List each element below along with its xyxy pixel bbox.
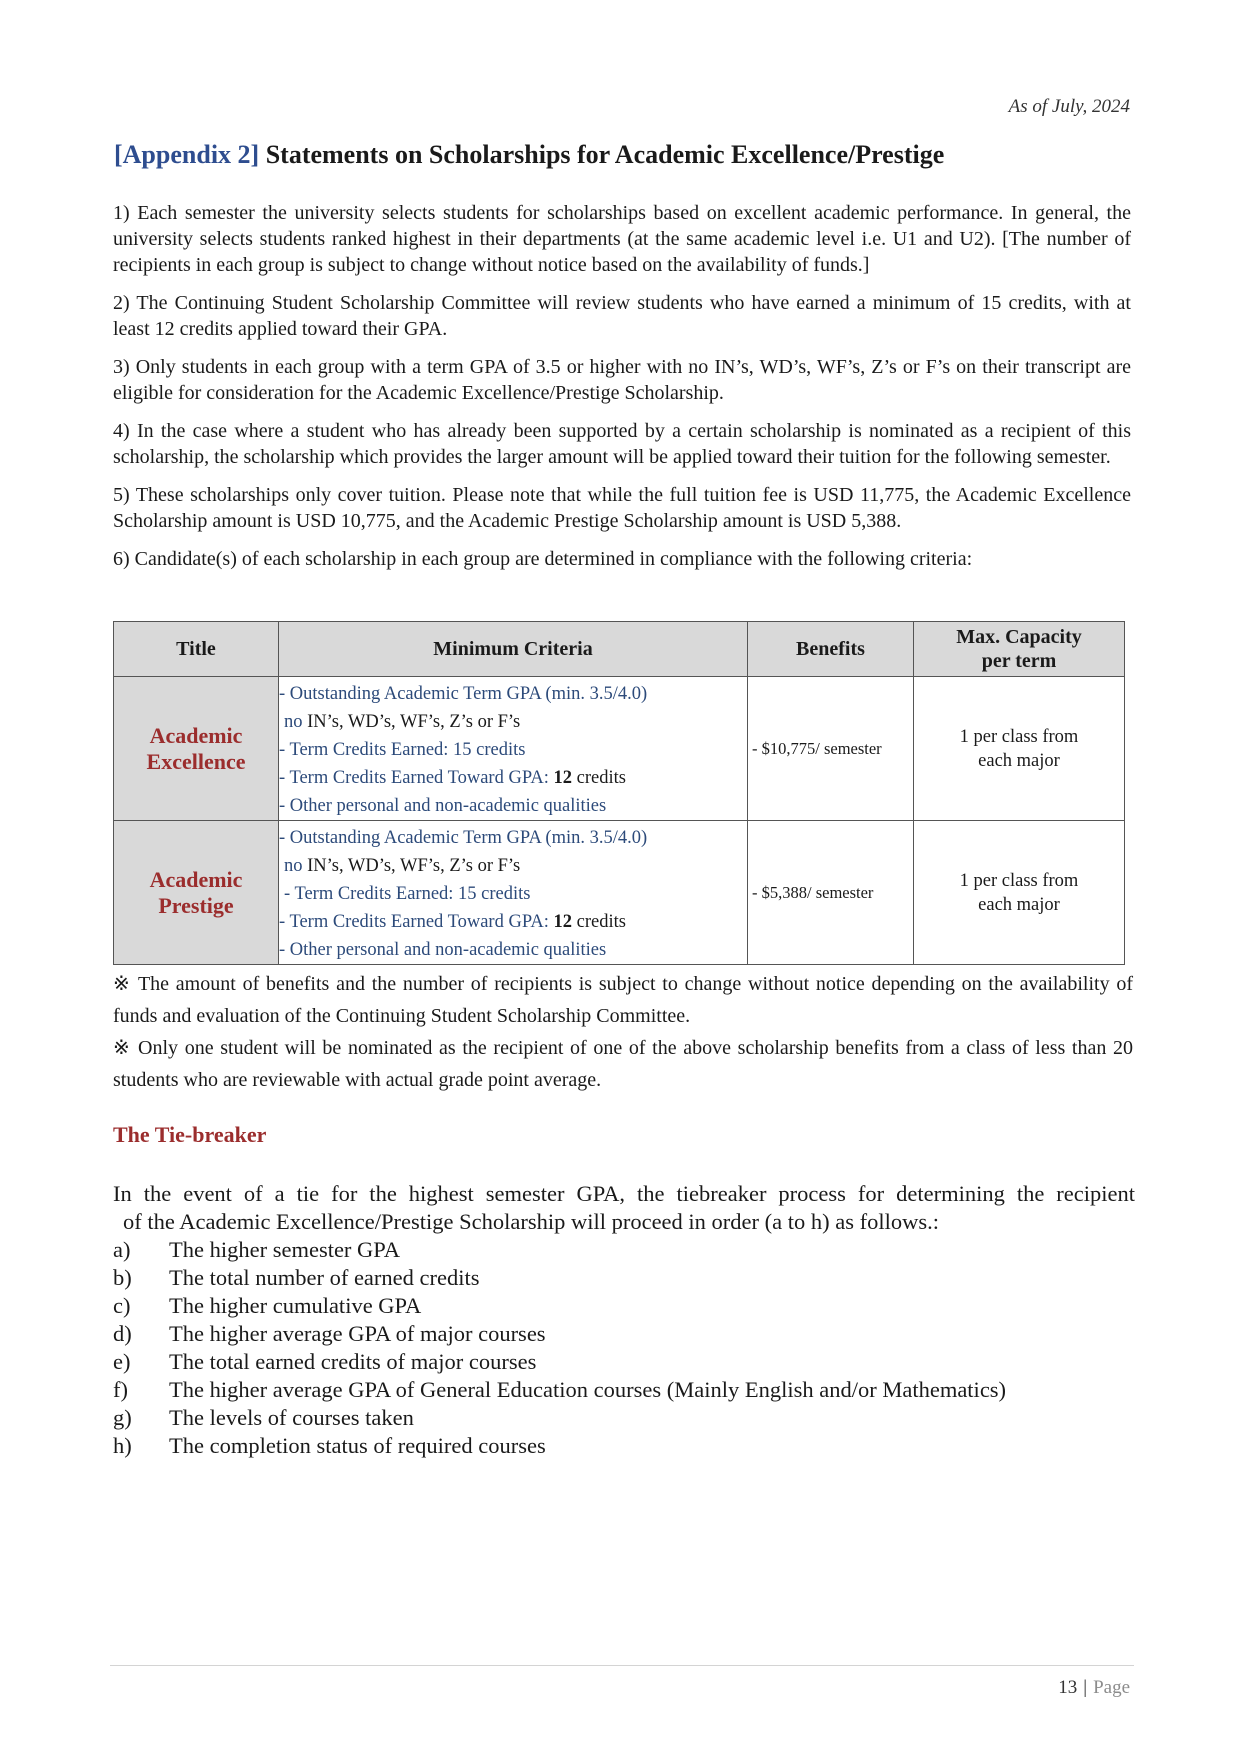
list-item: [113, 1376, 1006, 1404]
footer-divider: [110, 1665, 1134, 1666]
criterion-credits: - Term Credits Earned: 15 credits: [284, 884, 531, 904]
benefit-cell: - $10,775/ semester: [748, 677, 914, 821]
statements-section: [113, 200, 1131, 572]
criterion-grades-list: IN’s, WD’s, WF’s, Z’s or F’s: [302, 712, 521, 732]
tiebreaker-intro-line1: In the event of a tie for the highest semester GPA, the tiebreaker process for determining the recipient: [113, 1181, 1135, 1206]
criterion-gpa-credits-label: - Term Credits Earned Toward GPA:: [279, 768, 554, 788]
page-label: Page: [1093, 1677, 1130, 1698]
tiebreaker-intro-line2: of the Academic Excellence/Prestige Scholarship will proceed in order (a to h) as follows.:: [123, 1209, 939, 1234]
capacity-cell: [914, 821, 1125, 965]
list-item-text: The total number of earned credits: [169, 1265, 480, 1290]
list-item: [113, 1404, 1006, 1432]
header-capacity-line2: per term: [981, 650, 1057, 672]
list-item: [113, 1264, 1006, 1292]
list-item: [113, 1432, 1006, 1460]
header-title: Title: [114, 622, 279, 677]
scholarship-title-line1: Academic: [149, 722, 243, 748]
list-item-letter: f): [113, 1377, 128, 1402]
page-number: 13: [1058, 1677, 1078, 1698]
capacity-line2: each major: [978, 894, 1060, 915]
criterion-credits: - Term Credits Earned: 15 credits: [279, 740, 526, 760]
document-date: As of July, 2024: [1008, 96, 1130, 117]
tiebreaker-list: [113, 1236, 1006, 1460]
list-item-text: The higher cumulative GPA: [169, 1293, 422, 1318]
list-item-text: The total earned credits of major courses: [169, 1349, 537, 1374]
table-header-row: [114, 622, 1125, 677]
criterion-qualities: - Other personal and non-academic qualities: [279, 796, 607, 816]
criterion-grades: [279, 708, 747, 736]
list-item-text: The levels of courses taken: [169, 1405, 414, 1430]
criterion-gpa-credits-number: 12: [553, 768, 573, 788]
list-item: [113, 1348, 1006, 1376]
list-item-text: The higher semester GPA: [169, 1237, 400, 1262]
tiebreaker-heading: The Tie-breaker: [113, 1122, 267, 1147]
criterion-grades-list: IN’s, WD’s, WF’s, Z’s or F’s: [302, 856, 521, 876]
list-item-letter: b): [113, 1265, 132, 1290]
criterion-grades-no: no: [284, 712, 303, 732]
note-benefits-change: ※ The amount of benefits and the number of recipients is subject to change without notice depending on the availability of funds and evaluation of the Continuing Student Scholarship Committee.: [113, 973, 1133, 1027]
capacity-line2: each major: [978, 750, 1060, 771]
criterion-gpa-credits: [279, 908, 747, 936]
scholarship-title: [114, 821, 279, 965]
capacity-line1: 1 per class from: [959, 726, 1079, 747]
header-criteria: Minimum Criteria: [279, 622, 748, 677]
notes-section: [113, 968, 1133, 1096]
footer-separator: |: [1083, 1677, 1088, 1698]
statement-3: 3) Only students in each group with a term GPA of 3.5 or higher with no IN’s, WD’s, WF’s, Z’s or F’s on their transcript are eligible for consideration for the Academic Excellence/Prestige Scholarship.: [113, 356, 1131, 404]
tiebreaker-intro: [113, 1180, 1135, 1236]
table-row: [114, 821, 1125, 965]
criteria-cell: [279, 821, 748, 965]
list-item-text: The higher average GPA of major courses: [169, 1321, 546, 1346]
scholarship-title: [114, 677, 279, 821]
scholarship-title-line2: Prestige: [158, 892, 234, 918]
criterion-gpa-credits-unit: credits: [572, 768, 626, 788]
appendix-tag: [Appendix 2]: [114, 140, 260, 169]
list-item-text: The completion status of required courses: [169, 1433, 546, 1458]
benefit-cell: - $5,388/ semester: [748, 821, 914, 965]
criterion-gpa-credits: [279, 764, 747, 792]
criterion-grades-no: no: [284, 856, 303, 876]
page-footer: [1058, 1677, 1130, 1699]
statement-5: 5) These scholarships only cover tuition. Please note that while the full tuition fee is USD 11,775, the Academic Excellence Scholarship amount is USD 10,775, and the Academic Prestige Scholarship amount is USD 5,388.: [113, 484, 1131, 532]
criterion-gpa: - Outstanding Academic Term GPA (min. 3.5/4.0): [279, 828, 648, 848]
criterion-gpa: - Outstanding Academic Term GPA (min. 3.5/4.0): [279, 684, 648, 704]
criteria-table: [113, 621, 1125, 965]
list-item-letter: a): [113, 1237, 131, 1262]
list-item-letter: d): [113, 1321, 132, 1346]
list-item: [113, 1292, 1006, 1320]
table-row: [114, 677, 1125, 821]
statement-1: 1) Each semester the university selects students for scholarships based on excellent academic performance. In general, the university selects students ranked highest in their departments (at the same academic level i.e. U1 and U2). [The number of recipients in each group is subject to change without notice based on the availability of funds.]: [113, 202, 1131, 276]
list-item-letter: h): [113, 1433, 132, 1458]
list-item-letter: c): [113, 1293, 131, 1318]
criteria-cell: [279, 677, 748, 821]
statement-6: 6) Candidate(s) of each scholarship in each group are determined in compliance with the following criteria:: [113, 548, 973, 570]
criterion-grades: [279, 852, 747, 880]
appendix-title: Statements on Scholarships for Academic Excellence/Prestige: [265, 140, 945, 169]
list-item-letter: e): [113, 1349, 131, 1374]
criterion-gpa-credits-unit: credits: [572, 912, 626, 932]
page-title: [114, 140, 1134, 170]
header-benefits: Benefits: [748, 622, 914, 677]
header-capacity-line1: Max. Capacity: [956, 626, 1082, 648]
statement-2: 2) The Continuing Student Scholarship Committee will review students who have earned a minimum of 15 credits, with at least 12 credits applied toward their GPA.: [113, 292, 1131, 340]
list-item-letter: g): [113, 1405, 132, 1430]
note-small-class: ※ Only one student will be nominated as the recipient of one of the above scholarship benefits from a class of less than 20 students who are reviewable with actual grade point average.: [113, 1037, 1133, 1091]
list-item-text: The higher average GPA of General Education courses (Mainly English and/or Mathematics): [169, 1377, 1007, 1402]
list-item: [113, 1236, 1006, 1264]
header-capacity: [914, 622, 1125, 677]
criterion-gpa-credits-label: - Term Credits Earned Toward GPA:: [279, 912, 554, 932]
scholarship-title-line1: Academic: [149, 866, 243, 892]
capacity-line1: 1 per class from: [959, 870, 1079, 891]
scholarship-title-line2: Excellence: [146, 748, 246, 774]
list-item: [113, 1320, 1006, 1348]
criterion-qualities: - Other personal and non-academic qualities: [279, 940, 607, 960]
criterion-gpa-credits-number: 12: [553, 912, 573, 932]
capacity-cell: [914, 677, 1125, 821]
statement-4: 4) In the case where a student who has already been supported by a certain scholarship is nominated as a recipient of this scholarship, the scholarship which provides the larger amount will be applied toward their tuition for the following semester.: [113, 420, 1131, 468]
